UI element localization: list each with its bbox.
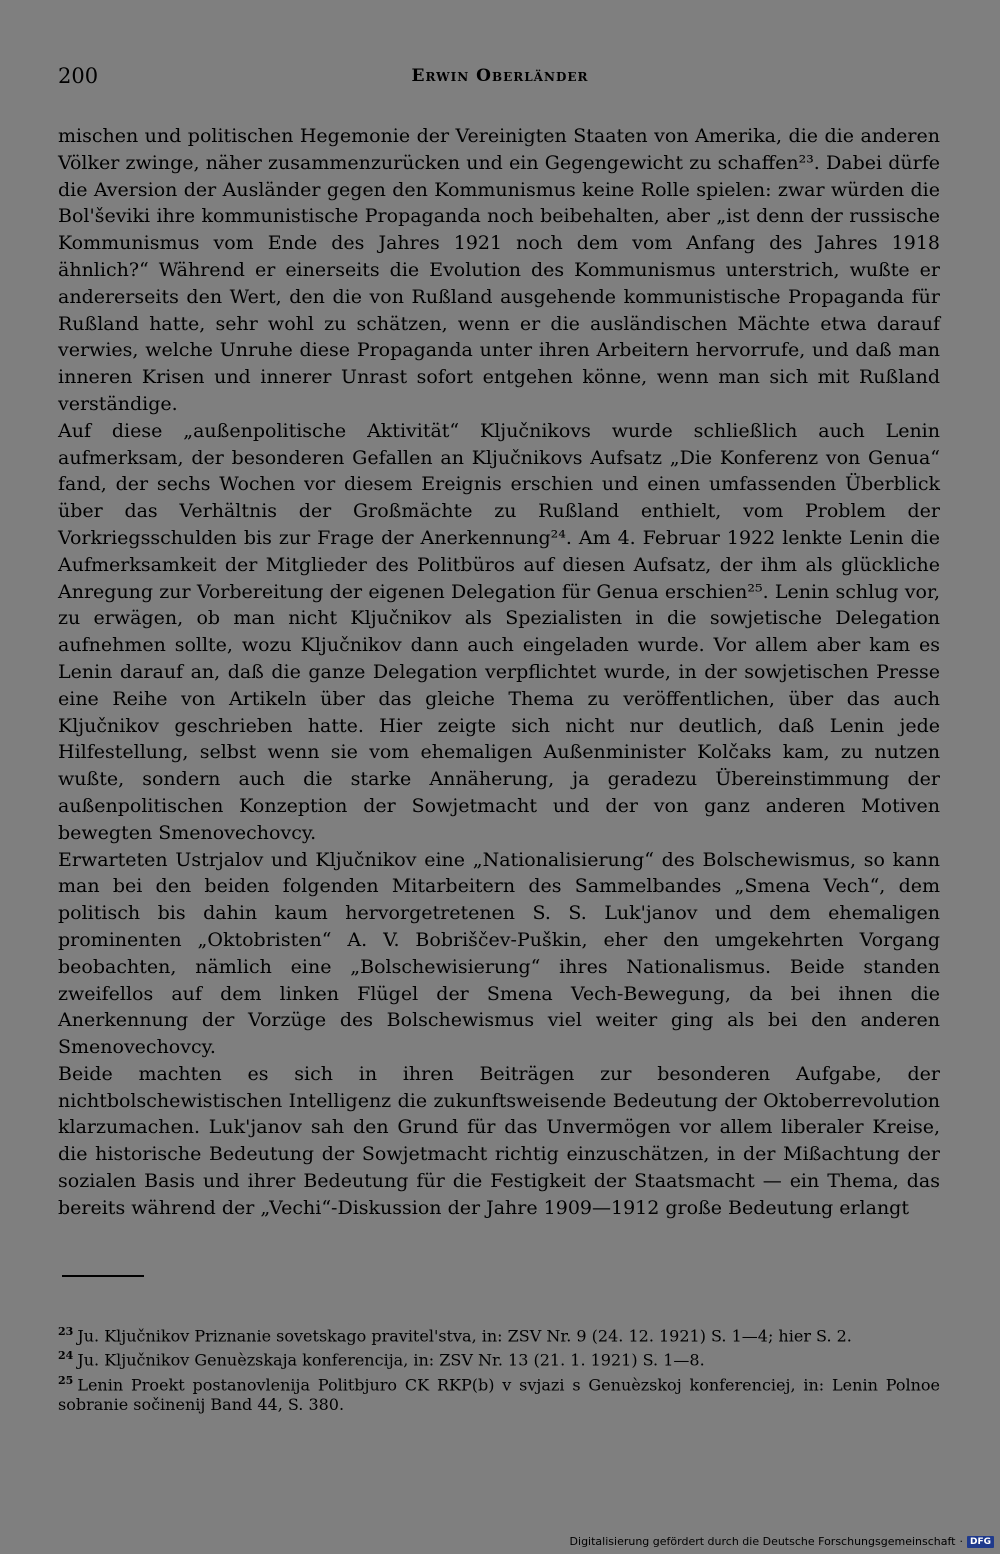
footnote-number: 23 [58, 1325, 74, 1338]
footnote [58, 1371, 940, 1415]
footnote-text: Ju. Ključnikov Priznanie sovetskago pravitel'stva, in: ZSV Nr. 9 (24. 12. 1921) S. 1—4; hier S. 2. [77, 1326, 852, 1346]
footnote-divider [62, 1275, 144, 1277]
footnote [58, 1322, 940, 1346]
funding-banner: Digitalisierung gefördert durch die Deutsche Forschungsgemeinschaft · DFG [570, 1535, 994, 1548]
dfg-logo-icon: DFG [967, 1536, 994, 1548]
paragraph: Erwarteten Ustrjalov und Ključnikov eine „Nationalisierung“ des Bolschewismus, so kann man bei den beiden folgenden Mitarbeitern des Sammelbandes „Smena Vech“, dem politisch bis dahin kaum hervorgetretenen S. S. Luk'janov und dem ehemaligen prominenten „Oktobristen“ A. V. Bobriščev-Puškin, eher den umgekehrten Vorgang beobachten, nämlich eine „Bolschewisierung“ ihres Nationalismus. Beide standen zweifellos auf dem linken Flügel der Smena Vech-Bewegung, da bei ihnen die Anerkennung der Vorzüge des Bolschewismus viel weiter ging als bei den anderen Smenovechovcy. [58, 848, 940, 1059]
page-number: 200 [58, 64, 99, 88]
footnotes [58, 1322, 940, 1415]
body-text [58, 123, 940, 1222]
footnote-text: Ju. Ključnikov Genuèzskaja konferencija, in: ZSV Nr. 13 (21. 1. 1921) S. 1—8. [77, 1350, 705, 1370]
funding-text: Digitalisierung gefördert durch die Deutsche Forschungsgemeinschaft [569, 1535, 956, 1548]
paragraph: mischen und politischen Hegemonie der Vereinigten Staaten von Amerika, die die anderen Völker zwinge, näher zusammenzurücken und ein Gegengewicht zu schaffen²³. Dabei dürfe die Aversion der Ausländer gegen den Kommunismus keine Rolle spielen: zwar würden die Bol'ševiki ihre kommunistische Propaganda noch beibehalten, aber „ist denn der russische Kommunismus vom Ende des Jahres 1921 noch dem vom Anfang des Jahres 1918 ähnlich?“ Während er einerseits die Evolution des Kommunismus unterstrich, wußte er andererseits den Wert, den die von Rußland ausgehende kommunistische Propaganda für Rußland hatte, sehr wohl zu schätzen, wenn er die ausländischen Mächte etwa darauf verwies, welche Unruhe diese Propaganda unter ihren Arbeitern hervorrufe, und daß man inneren Krisen und innerer Unrast sofort entgehen könne, wenn man sich mit Rußland verständige. [58, 125, 940, 415]
paragraph: Auf diese „außenpolitische Aktivität“ Ključnikovs wurde schließlich auch Lenin aufmerksam, der besonderen Gefallen an Ključnikovs Aufsatz „Die Konferenz von Genua“ fand, der sechs Wochen vor diesem Ereignis erschien und einen umfassenden Überblick über das Verhältnis der Großmächte zu Rußland enthielt, vom Problem der Vorkriegsschulden bis zur Frage der Anerkennung²⁴. Am 4. Februar 1922 lenkte Lenin die Aufmerksamkeit der Mitglieder des Politbüros auf diesen Aufsatz, der ihm als glückliche Anregung zur Vorbereitung der eigenen Delegation für Genua erschien²⁵. Lenin schlug vor, zu erwägen, ob man nicht Ključnikov als Spezialisten in die sowjetische Delegation aufnehmen sollte, wozu Ključnikov dann auch eingeladen wurde. Vor allem aber kam es Lenin darauf an, daß die ganze Delegation verpflichtet wurde, in der sowjetischen Presse eine Reihe von Artikeln über das gleiche Thema zu veröffentlichen, über das auch Ključnikov geschrieben hatte. Hier zeigte sich nicht nur deutlich, daß Lenin jede Hilfestellung, selbst wenn sie vom ehemaligen Außenminister Kolčaks kam, zu nutzen wußte, sondern auch die starke Annäherung, ja geradezu Übereinstimmung der außenpolitischen Konzeption der Sowjetmacht und der von ganz anderen Motiven bewegten Smenovechovcy. [58, 419, 940, 844]
footnote-number: 24 [58, 1349, 74, 1363]
paragraph: Beide machten es sich in ihren Beiträgen zur besonderen Aufgabe, der nichtbolschewistischen Intelligenz die zukunftsweisende Bedeutung der Oktoberrevolution klarzumachen. Luk'janov sah den Grund für das Unvermögen vor allem liberaler Kreise, die historische Bedeutung der Sowjetmacht richtig einzuschätzen, in der Mißachtung der sozialen Basis und ihrer Bedeutung für die Festigkeit der Staatsmacht — ein Thema, das bereits während der „Vechi“-Diskussion der Jahre 1909—1912 große Bedeutung erlangt [58, 1062, 940, 1219]
footnote-number: 25 [58, 1373, 74, 1387]
footnote-text: Lenin Proekt postanovlenija Politbjuro CK RKP(b) v svjazi s Genuèzskoj konferenciej, in: Lenin Polnoe sobranie sočinenij Band 44, S. 380. [58, 1374, 940, 1414]
page-header [58, 64, 942, 94]
footnote [58, 1346, 940, 1370]
running-head: Erwin Oberländer [411, 66, 589, 86]
